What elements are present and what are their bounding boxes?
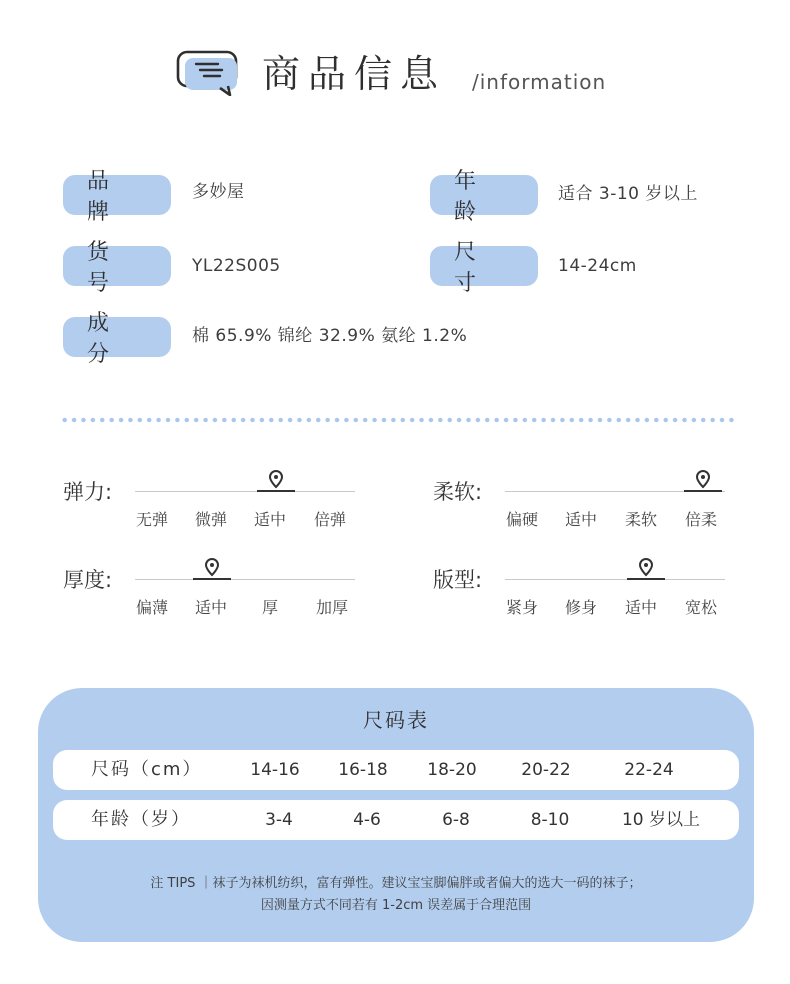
thickness-track <box>135 579 355 580</box>
age-cell: 3-4 <box>265 810 293 830</box>
dotted-divider <box>60 417 736 423</box>
size-cell: 16-18 <box>338 760 388 780</box>
elasticity-option: 微弹 <box>195 510 228 529</box>
fit-option: 宽松 <box>685 598 718 617</box>
age-cell: 10 岁以上 <box>621 810 701 830</box>
size-chart-title: 尺码表 <box>363 708 429 732</box>
fit-label: 版型: <box>433 568 483 592</box>
thickness-option: 偏薄 <box>136 598 169 617</box>
elasticity-label: 弹力: <box>63 480 113 504</box>
age-row-header: 年龄（岁） <box>91 809 191 830</box>
size-value: 14-24cm <box>558 256 637 276</box>
softness-option: 偏硬 <box>506 510 539 529</box>
age-row <box>53 800 739 840</box>
softness-label: 柔软: <box>433 480 483 504</box>
size-row <box>53 750 739 790</box>
elasticity-option: 适中 <box>254 510 287 529</box>
size-cell: 22-24 <box>624 760 674 780</box>
page-subtitle: /information <box>472 70 607 94</box>
fit-track <box>505 579 725 580</box>
item-no-value: YL22S005 <box>192 256 281 276</box>
tips-line-2: 因测量方式不同若有 1-2cm 误差属于合理范围 <box>260 898 532 913</box>
composition-value: 棉 65.9% 锦纶 32.9% 氨纶 1.2% <box>192 326 468 346</box>
softness-option: 倍柔 <box>685 510 718 529</box>
fit-marker-bar <box>627 578 665 580</box>
softness-option: 柔软 <box>625 510 658 529</box>
item-no-label: 货号 <box>63 246 171 286</box>
size-cell: 14-16 <box>250 760 300 780</box>
brand-value: 多妙屋 <box>192 182 245 202</box>
softness-marker-bar <box>684 490 722 492</box>
elasticity-pin-icon <box>268 470 284 490</box>
thickness-pin-icon <box>204 558 220 578</box>
fit-option: 紧身 <box>506 598 539 617</box>
thickness-option: 厚 <box>262 598 279 617</box>
age-cell: 8-10 <box>530 810 570 830</box>
softness-pin-icon <box>695 470 711 490</box>
fit-option: 适中 <box>625 598 658 617</box>
age-value: 适合 3-10 岁以上 <box>558 184 698 204</box>
age-cell: 4-6 <box>353 810 381 830</box>
elasticity-marker-bar <box>257 490 295 492</box>
softness-option: 适中 <box>565 510 598 529</box>
fit-option: 修身 <box>565 598 598 617</box>
page-title: 商品信息 <box>262 52 447 96</box>
size-row-header: 尺码（cm） <box>91 759 203 780</box>
chat-bubble-icon <box>176 50 240 96</box>
elasticity-track <box>135 491 355 492</box>
elasticity-option: 无弹 <box>136 510 169 529</box>
size-cell: 18-20 <box>427 760 477 780</box>
age-label: 年龄 <box>430 175 538 215</box>
thickness-option: 适中 <box>195 598 228 617</box>
fit-pin-icon <box>638 558 654 578</box>
age-cell: 6-8 <box>442 810 470 830</box>
thickness-label: 厚度: <box>63 568 113 592</box>
tips-line-1: 注 TIPS ｜袜子为袜机纺织，富有弹性。建议宝宝脚偏胖或者偏大的选大一码的袜子； <box>150 876 642 891</box>
size-label: 尺寸 <box>430 246 538 286</box>
size-cell: 20-22 <box>521 760 571 780</box>
thickness-marker-bar <box>193 578 231 580</box>
brand-label: 品牌 <box>63 175 171 215</box>
composition-label: 成分 <box>63 317 171 357</box>
thickness-option: 加厚 <box>316 598 349 617</box>
elasticity-option: 倍弹 <box>314 510 347 529</box>
